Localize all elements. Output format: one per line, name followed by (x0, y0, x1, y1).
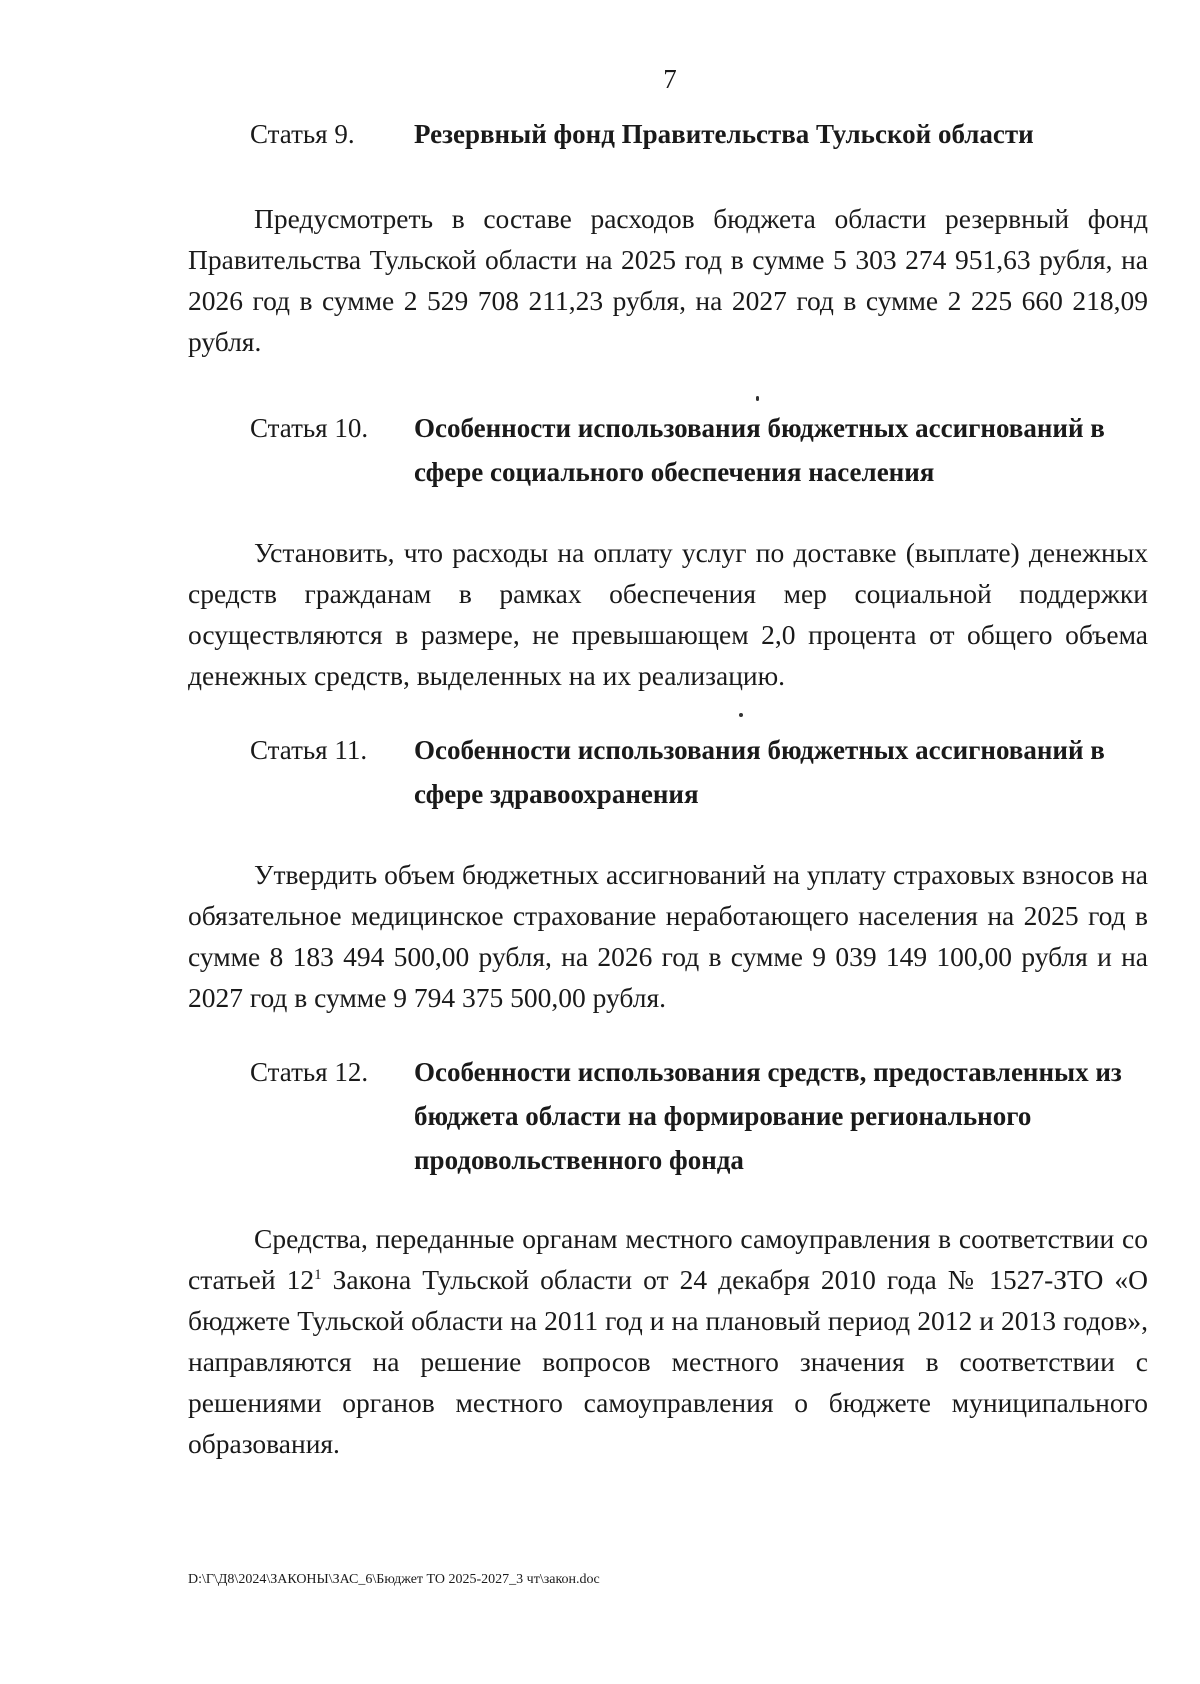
article-12-body-block (188, 1218, 1148, 1464)
article-heading (188, 1050, 1148, 1182)
scan-mark (739, 713, 743, 717)
file-path-footer: D:\Г\Д8\2024\ЗАКОНЫ\ЗАС_6\Бюджет ТО 2025-2027_3 чт\закон.doc (188, 1572, 600, 1587)
page-number: 7 (663, 64, 677, 94)
article-label: Статья 11. (250, 735, 368, 765)
article-11-body-block (188, 854, 1148, 1018)
article-label: Статья 9. (250, 119, 355, 149)
article-title: Особенности использования бюджетных ассигнований в сфере здравоохранения (414, 735, 1105, 809)
article-label: Статья 12. (250, 1057, 369, 1087)
article-10-body-block (188, 532, 1148, 696)
article-body: Утвердить объем бюджетных ассигнований на уплату страховых взносов на обязательное медицинское страхование неработающего населения на 2025 год в сумме 8 183 494 500,00 рубля, на 2026 год в сумме 9 039 149 100,00 рубля и на 2027 год в сумме 9 794 375 500,00 рубля. (188, 859, 1148, 1013)
article-9-body-block (188, 198, 1148, 362)
article-body: Предусмотреть в составе расходов бюджета области резервный фонд Правительства Тульской области на 2025 год в сумме 5 303 274 951,63 рубля, на 2026 год в сумме 2 529 708 211,23 рубля, на 2027 год в сумме 2 225 660 218,09 рубля. (188, 203, 1148, 357)
article-heading (188, 406, 1148, 494)
article-title: Особенности использования средств, предоставленных из бюджета области на формирование регионального продовольственного фонда (414, 1057, 1122, 1175)
article-label: Статья 10. (250, 413, 369, 443)
article-heading (188, 112, 1148, 156)
article-title: Резервный фонд Правительства Тульской области (414, 119, 1034, 149)
article-10 (188, 406, 1148, 494)
article-body-text: Средства, переданные органам местного самоуправления в соответствии со статьей 12 (188, 1223, 1148, 1295)
article-title: Особенности использования бюджетных ассигнований в сфере социального обеспечения населения (414, 413, 1105, 487)
article-11 (188, 728, 1148, 816)
article-heading (188, 728, 1148, 816)
article-9 (188, 112, 1148, 156)
article-body (188, 1218, 1148, 1464)
footnote-superscript: 1 (314, 1266, 322, 1283)
article-body-text-continued: Закона Тульской области от 24 декабря 2010 года № 1527-ЗТО «О бюджете Тульской области на 2011 год и на плановый период 2012 и 2013 годов», направляются на решение вопросов местного значения в соответствии с решениями органов местного самоуправления о бюджете муниципального образования. (188, 1264, 1148, 1459)
scan-mark (756, 396, 759, 401)
article-body: Установить, что расходы на оплату услуг по доставке (выплате) денежных средств гражданам в рамках обеспечения мер социальной поддержки осуществляются в размере, не превышающем 2,0 процента от общего объема денежных средств, выделенных на их реализацию. (188, 537, 1148, 691)
article-12 (188, 1050, 1148, 1182)
